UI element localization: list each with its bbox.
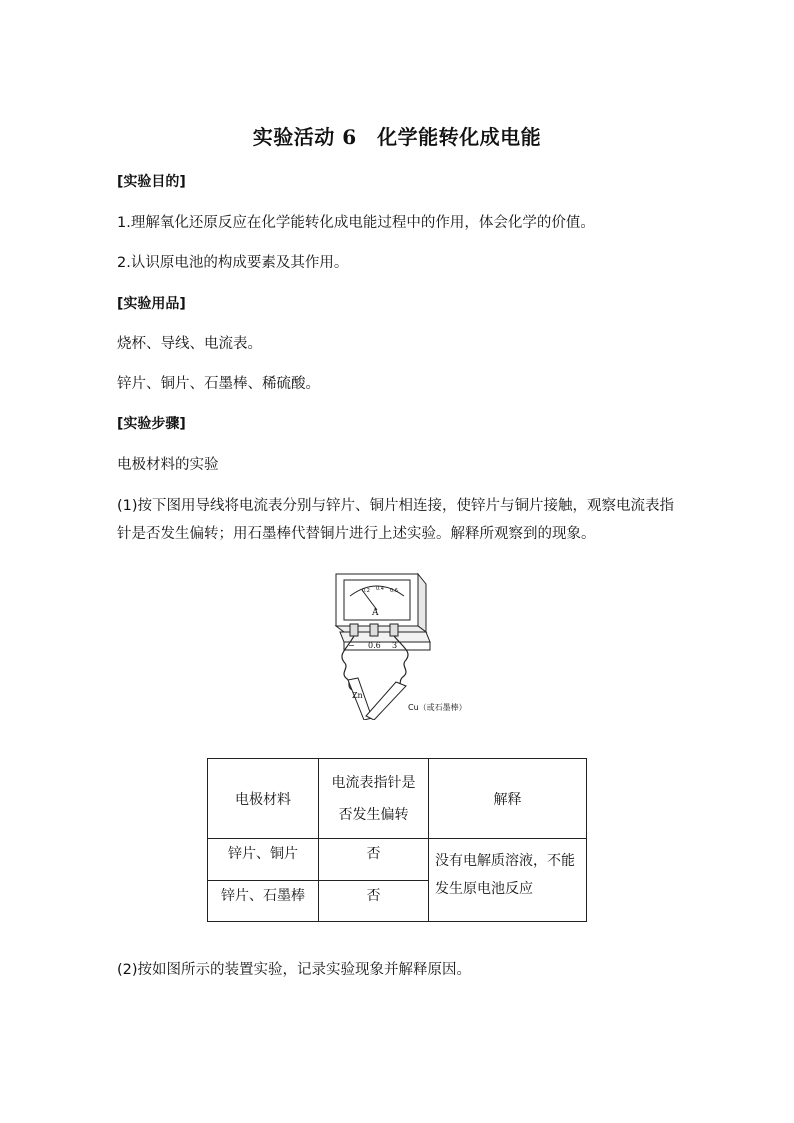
header-deflection — [319, 759, 429, 839]
row2-material: 锌片、石墨棒 — [208, 881, 319, 922]
ammeter-apparatus-figure — [318, 570, 478, 720]
row1-deflect: 否 — [319, 839, 429, 881]
explanation-line1: 没有电解质溶液，不能 — [435, 853, 575, 869]
step-2-text: (2)按如图所示的装置实验，记录实验现象并解释原因。 — [117, 962, 472, 978]
materials-item-2: 锌片、铜片、石墨棒、稀硫酸。 — [117, 376, 320, 392]
purpose-item-1: 1.理解氧化还原反应在化学能转化成电能过程中的作用，体会化学的价值。 — [117, 215, 595, 231]
row1-material: 锌片、铜片 — [208, 839, 319, 881]
terminal-label-06: 0.6 — [368, 641, 381, 650]
terminal-label-neg: − — [348, 641, 355, 650]
table-header-row — [208, 759, 587, 839]
page-title: 实验活动 6 化学能转化成电能 — [252, 125, 542, 149]
scale-label-3: 0.6 — [390, 588, 398, 594]
scale-label-1: 0.2 — [362, 588, 370, 594]
cu-label: Cu（或石墨棒） — [408, 703, 467, 712]
header-material: 电极材料 — [208, 759, 319, 839]
row2-deflect: 否 — [319, 881, 429, 922]
step-1-text: (1)按下图用导线将电流表分别与锌片、铜片相连接，使锌片与铜片接触，观察电流表指针是否发生偏转；用石墨棒代替铜片进行上述实验。解释所观察到的现象。 — [117, 498, 675, 542]
purpose-item-2: 2.认识原电池的构成要素及其作用。 — [117, 255, 349, 271]
row-explanation — [429, 839, 587, 922]
header-deflection-line1: 电流表指针是 — [331, 774, 416, 791]
explanation-line2: 发生原电池反应 — [435, 881, 533, 897]
results-table — [207, 758, 587, 922]
steps-heading: [实验步骤] — [117, 416, 186, 432]
meter-unit-label: A — [372, 608, 379, 618]
steps-subheading: 电极材料的实验 — [117, 457, 219, 473]
table-row — [208, 839, 587, 881]
copper-strip — [366, 682, 406, 720]
scale-label-2: 0.4 — [376, 586, 384, 592]
materials-item-1: 烧杯、导线、电流表。 — [117, 336, 262, 352]
zn-label: Zn — [352, 691, 363, 700]
header-explanation: 解释 — [429, 759, 587, 839]
header-deflection-line2: 否发生偏转 — [338, 806, 409, 823]
materials-heading: [实验用品] — [117, 296, 186, 312]
purpose-heading: [实验目的] — [117, 174, 186, 190]
terminal-label-3: 3 — [392, 641, 398, 650]
